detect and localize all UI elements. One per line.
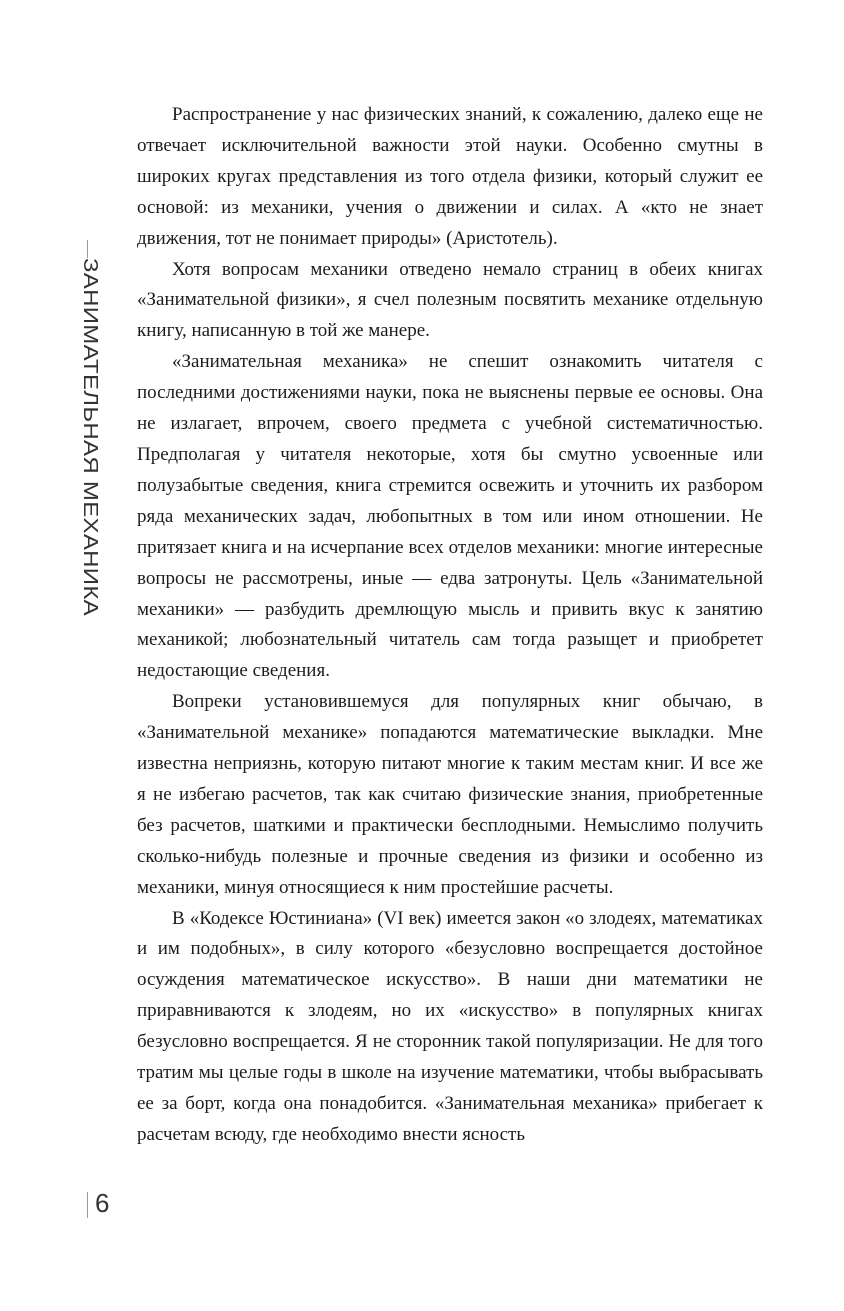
body-text [137, 100, 763, 1151]
page-number: 6 [95, 1188, 110, 1218]
paragraph-4: Вопреки установившемуся для популярных книг обычаю, в «Занимательной механике» попадаются математические выкладки. Мне известна неприязнь, которую питают многие к таким местам книг. И все же я не избегаю расчетов, так как считаю физические знания, приобретенные без расчетов, шаткими и практически бесплодными. Немыслимо получить сколько-нибудь полезные и прочные сведения из физики и особенно из механики, минуя относящиеся к ним простейшие расчеты. [137, 691, 763, 898]
page-number-rule [87, 1192, 88, 1218]
running-title: ЗАНИМАТЕЛЬНАЯ МЕХАНИКА [78, 258, 102, 616]
running-title-rule [87, 240, 88, 258]
paragraph-3: «Занимательная механика» не спешит ознакомить читателя с последними достижениями науки, пока не выяснены первые ее основы. Она не излагает, впрочем, своего предмета с учебной систематичностью. Предполагая у читателя некоторые, хотя бы смутно усвоенные или полузабытые сведения, книга стремится освежить и уточнить их разбором ряда механических задач, любопытных в том или ином отношении. Не притязает книга и на исчерпание всех отделов механики: многие интересные вопросы не рассмотрены, иные — едва затронуты. Цель «Занимательной механики» — разбудить дремлющую мысль и привить вкус к занятию механикой; любознательный читатель сам тогда разыщет и приобретет недостающие сведения. [137, 351, 763, 682]
paragraph-5: В «Кодексе Юстиниана» (VI век) имеется закон «о злодеях, математиках и им подобных», в силу которого «безусловно воспрещается достойное осуждения математическое искусство». В наши дни математики не приравниваются к злодеям, но их «искусство» в популярных книгах безусловно воспрещается. Я не сторонник такой популяризации. Не для того тратим мы целые годы в школе на изучение математики, чтобы выбрасывать ее за борт, когда она понадобится. «Занимательная механика» прибегает к расчетам всюду, где необходимо внести ясность [137, 907, 763, 1145]
paragraph-2: Хотя вопросам механики отведено немало страниц в обеих книгах «Занимательной физики», я счел полезным посвятить механике отдельную книгу, написанную в той же манере. [137, 258, 763, 342]
paragraph-1: Распространение у нас физических знаний, к сожалению, далеко еще не отвечает исключительной важности этой науки. Особенно смутны в широких кругах представления из того отдела физики, который служит ее основой: из механики, учения о движении и силах. А «кто не знает движения, тот не понимает природы» (Аристотель). [137, 104, 763, 249]
